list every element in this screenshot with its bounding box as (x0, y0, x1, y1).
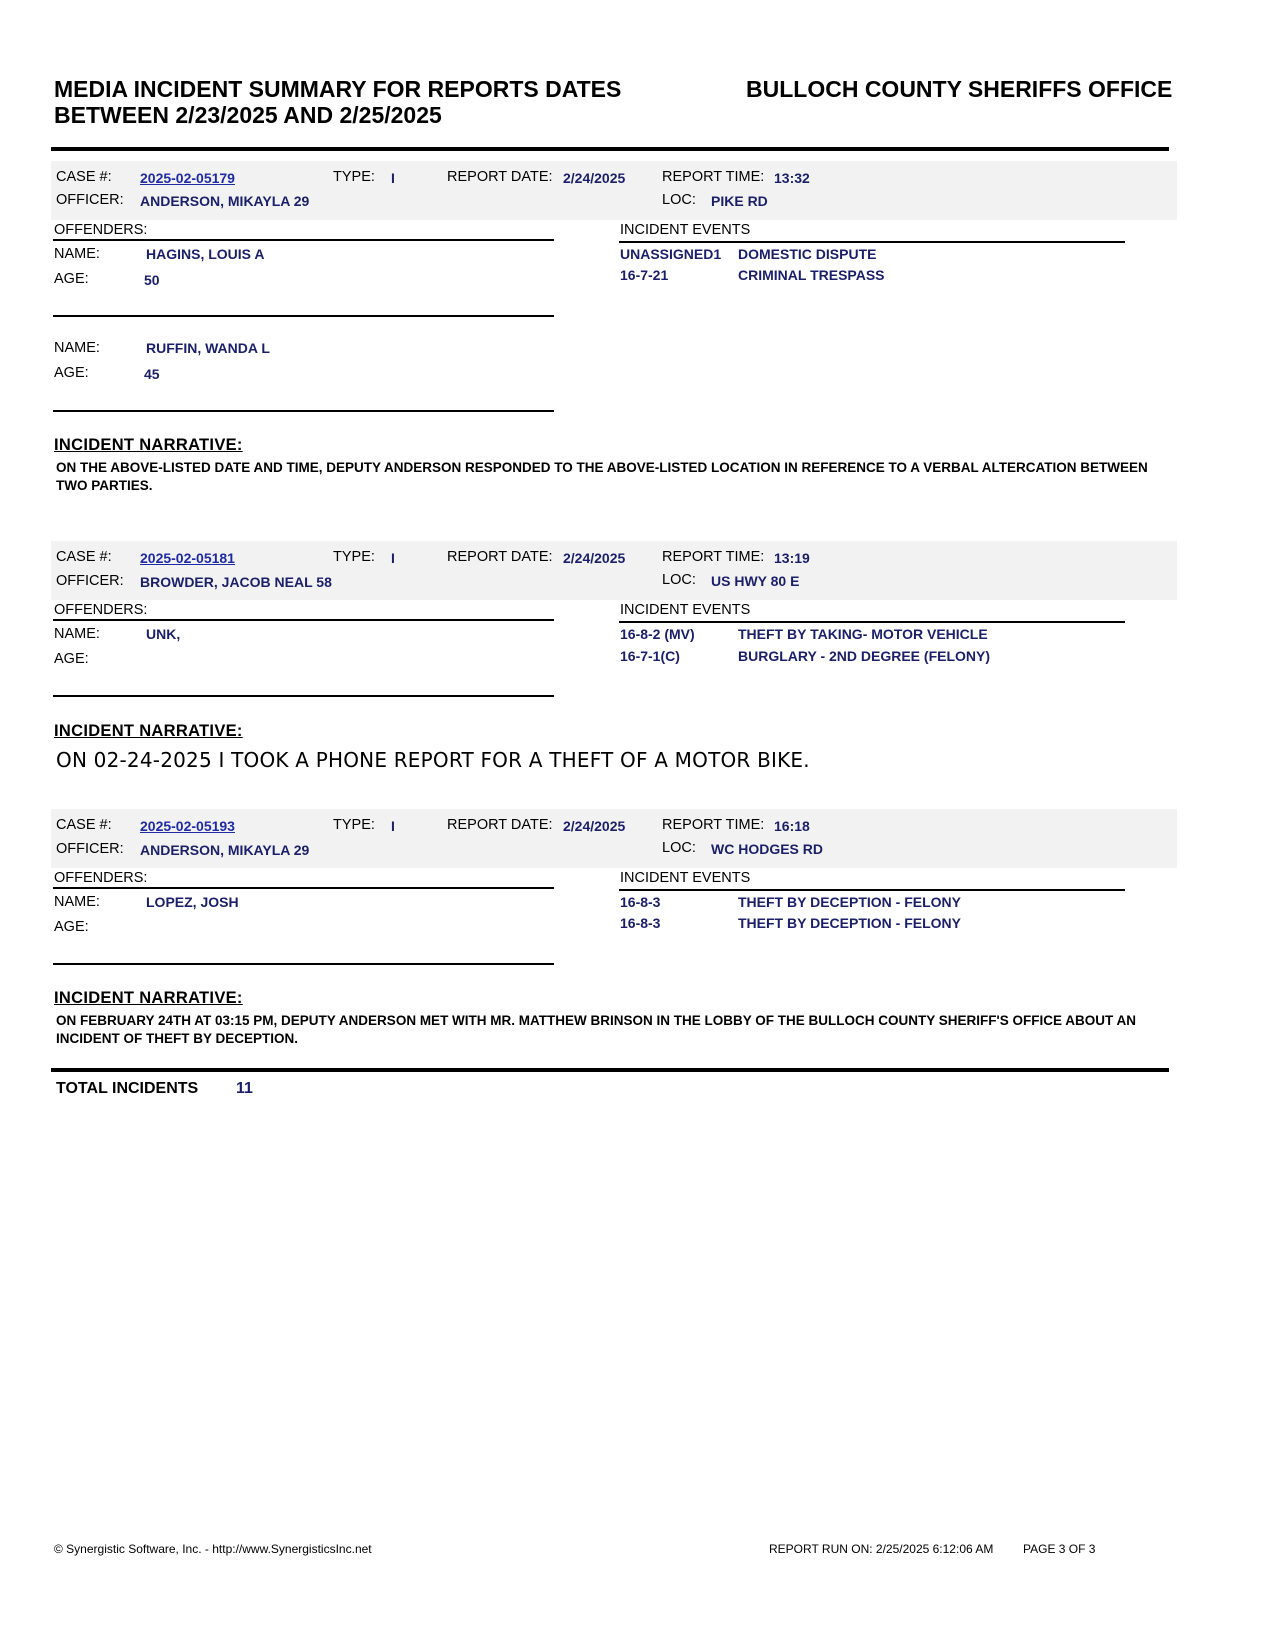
offenders-label: OFFENDERS: (54, 870, 148, 886)
event-code: 16-8-2 (MV) (620, 626, 695, 642)
event-desc: DOMESTIC DISPUTE (738, 246, 877, 262)
type-label: TYPE: (333, 169, 375, 185)
event-desc: THEFT BY DECEPTION - FELONY (738, 915, 961, 931)
incident-events-underline (619, 241, 1125, 243)
offenders-underline (53, 619, 554, 621)
narrative-text: ON THE ABOVE-LISTED DATE AND TIME, DEPUTY ANDERSON RESPONDED TO THE ABOVE-LISTED LOCATION IN REFERENCE TO A VERBAL ALTERCATION BETWEEN TWO PARTIES. (56, 460, 1148, 493)
total-divider (51, 1068, 1169, 1072)
event-desc: THEFT BY TAKING- MOTOR VEHICLE (738, 626, 988, 642)
case-label: CASE #: (56, 817, 112, 833)
offenders-underline (53, 239, 554, 241)
offender-name-label: NAME: (54, 626, 100, 642)
narrative-heading: INCIDENT NARRATIVE: (54, 722, 243, 740)
report-time-label: REPORT TIME: (662, 169, 765, 185)
report-date-value: 2/24/2025 (563, 818, 626, 834)
offenders-label: OFFENDERS: (54, 222, 148, 238)
officer-label: OFFICER: (56, 841, 124, 857)
offenders-underline (53, 887, 554, 889)
incident-events-label: INCIDENT EVENTS (620, 222, 751, 238)
offender-name: LOPEZ, JOSH (146, 894, 239, 910)
report-date-label: REPORT DATE: (447, 817, 553, 833)
offender-name-label: NAME: (54, 246, 100, 262)
offender-divider (53, 963, 554, 965)
case-number-link[interactable]: 2025-02-05179 (140, 170, 235, 186)
report-date-label: REPORT DATE: (447, 549, 553, 565)
offender-name-label: NAME: (54, 340, 100, 356)
offender-age: 45 (144, 366, 160, 382)
offender-age-label: AGE: (54, 651, 89, 667)
incident-events-underline (619, 889, 1125, 891)
offenders-label: OFFENDERS: (54, 602, 148, 618)
case-label: CASE #: (56, 169, 112, 185)
event-code: 16-7-21 (620, 267, 669, 283)
incident-events-label: INCIDENT EVENTS (620, 602, 751, 618)
type-value: I (391, 170, 395, 186)
agency-name: BULLOCH COUNTY SHERIFFS OFFICE (746, 76, 1173, 102)
case-label: CASE #: (56, 549, 112, 565)
event-code: 16-8-3 (620, 915, 661, 931)
loc-value: WC HODGES RD (711, 841, 823, 857)
loc-value: US HWY 80 E (711, 573, 800, 589)
report-time-value: 13:19 (774, 550, 810, 566)
report-date-value: 2/24/2025 (563, 550, 626, 566)
type-value: I (391, 818, 395, 834)
report-time-label: REPORT TIME: (662, 817, 765, 833)
event-desc: BURGLARY - 2ND DEGREE (FELONY) (738, 648, 991, 664)
loc-label: LOC: (662, 840, 696, 856)
report-time-value: 13:32 (774, 170, 810, 186)
event-code: UNASSIGNED1 (620, 246, 722, 262)
incident-events-underline (619, 621, 1125, 623)
offender-age-label: AGE: (54, 365, 89, 381)
narrative-text: ON 02-24-2025 I TOOK A PHONE REPORT FOR A THEFT OF A MOTOR BIKE. (56, 748, 810, 772)
officer-value: BROWDER, JACOB NEAL 58 (140, 574, 332, 590)
offender-age: 50 (144, 272, 160, 288)
report-title-line2: BETWEEN 2/23/2025 AND 2/25/2025 (54, 102, 442, 128)
case-number-link[interactable]: 2025-02-05181 (140, 550, 235, 566)
offender-divider (53, 315, 554, 317)
report-time-label: REPORT TIME: (662, 549, 765, 565)
event-code: 16-8-3 (620, 894, 661, 910)
officer-label: OFFICER: (56, 192, 124, 208)
narrative-heading: INCIDENT NARRATIVE: (54, 436, 243, 454)
officer-label: OFFICER: (56, 573, 124, 589)
offender-name-label: NAME: (54, 894, 100, 910)
type-value: I (391, 550, 395, 566)
loc-label: LOC: (662, 572, 696, 588)
footer-report-run: REPORT RUN ON: 2/25/2025 6:12:06 AM (769, 1542, 994, 1556)
officer-value: ANDERSON, MIKAYLA 29 (140, 193, 310, 209)
footer-copyright: © Synergistic Software, Inc. - http://www.SynergisticsInc.net (54, 1542, 372, 1556)
offender-age-label: AGE: (54, 271, 89, 287)
header-divider (51, 147, 1169, 151)
narrative-heading: INCIDENT NARRATIVE: (54, 989, 243, 1007)
type-label: TYPE: (333, 549, 375, 565)
offender-name: RUFFIN, WANDA L (146, 340, 270, 356)
event-desc: THEFT BY DECEPTION - FELONY (738, 894, 961, 910)
offender-divider (53, 695, 554, 697)
event-code: 16-7-1(C) (620, 648, 680, 664)
case-number-link[interactable]: 2025-02-05193 (140, 818, 235, 834)
offender-age-label: AGE: (54, 919, 89, 935)
report-date-value: 2/24/2025 (563, 170, 626, 186)
offender-name: UNK, (146, 626, 181, 642)
footer-page-number: PAGE 3 OF 3 (1023, 1542, 1096, 1556)
offender-divider (53, 410, 554, 412)
report-time-value: 16:18 (774, 818, 810, 834)
total-incidents-label: TOTAL INCIDENTS (56, 1080, 199, 1097)
officer-value: ANDERSON, MIKAYLA 29 (140, 842, 310, 858)
report-title-line1: MEDIA INCIDENT SUMMARY FOR REPORTS DATES (54, 76, 622, 102)
offender-name: HAGINS, LOUIS A (146, 246, 265, 262)
loc-value: PIKE RD (711, 193, 768, 209)
report-date-label: REPORT DATE: (447, 169, 553, 185)
incident-events-label: INCIDENT EVENTS (620, 870, 751, 886)
total-incidents-value: 11 (236, 1080, 253, 1097)
loc-label: LOC: (662, 192, 696, 208)
event-desc: CRIMINAL TRESPASS (738, 267, 885, 283)
narrative-text: ON FEBRUARY 24TH AT 03:15 PM, DEPUTY ANDERSON MET WITH MR. MATTHEW BRINSON IN THE LOBBY OF THE BULLOCH COUNTY SHERIFF'S OFFICE ABOUT AN INCIDENT OF THEFT BY DECEPTION. (56, 1013, 1136, 1046)
type-label: TYPE: (333, 817, 375, 833)
